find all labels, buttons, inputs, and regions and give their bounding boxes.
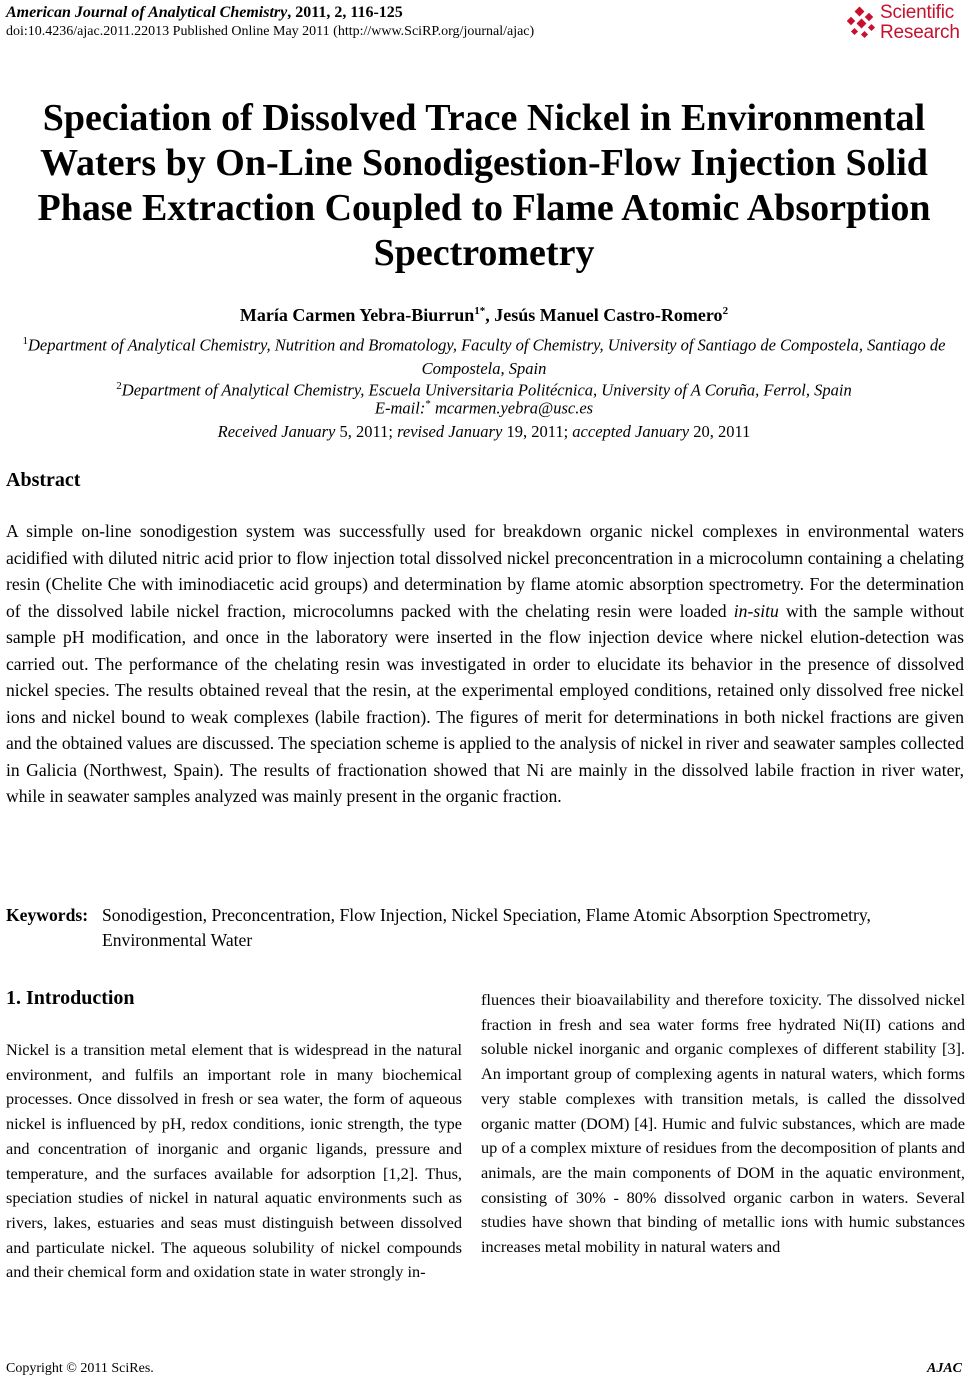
received-date: 5, 2011;	[335, 422, 398, 441]
keywords-label: Keywords:	[6, 905, 89, 925]
email-label: E-mail:	[374, 398, 426, 418]
publisher-logo	[844, 2, 964, 46]
author-2-marker: 2	[722, 305, 729, 317]
accepted-label: accepted January	[572, 422, 690, 441]
affiliation-1-text: Department of Analytical Chemistry, Nutrition and Bromatology, Faculty of Chemistry, University of Santiago de Compostela, Santiago de Compostela, Spain	[27, 335, 946, 378]
abstract-body	[6, 518, 964, 810]
abstract-text-2: with the sample without sample pH modification, and once in the laboratory were inserted in the flow injection device where nickel elution-detection was carried out. The performance of the chelating resin was investigated in order to elucidate its behavior in the presence of dissolved nickel species. The results obtained reveal that the resin, at the experimental employed conditions, retained only dissolved free nickel ions and nickel bound to weak complexes (labile fraction). The figures of merit for determinations in both nickel fractions are given and the obtained values are discussed. The speciation scheme is applied to the analysis of nickel in river and seawater samples collected in Galicia (Northwest, Spain). The results of fractionation showed that Ni are mainly in the dissolved labile fraction in river water, while in seawater samples analyzed was mainly present in the organic fraction.	[6, 600, 964, 806]
revised-date: 19, 2011;	[502, 422, 573, 441]
accepted-date: 20, 2011	[689, 422, 751, 441]
abstract-heading: Abstract	[6, 469, 81, 491]
affiliation-1	[14, 330, 954, 380]
journal-header	[6, 4, 403, 22]
abstract-italic-term: in-situ	[733, 600, 779, 621]
author-2: Jesús Manuel Castro-Romero	[494, 305, 723, 325]
author-separator: ,	[485, 305, 495, 325]
intro-right-column: fluences their bioavailability and therefore toxicity. The dissolved nickel fraction in fresh and sea water forms free hydrated Ni(II) cations and soluble nickel inorganic and organic complexes of different stability [3]. An important group of complexing agents in natural waters, which forms very stable complexes with transition metals, is called the dissolved organic matter (DOM) [4]. Humic and fulvic substances, which are made up of a complex mixture of residues from the decomposition of plants and animals, are the main components of DOM in the aquatic environment, consisting of 30% - 80% dissolved organic carbon in waters. Several studies have shown that binding of metallic ions with humic substances increases metal mobility in natural waters and	[481, 990, 965, 1257]
footer-copyright: Copyright © 2011 SciRes.	[6, 1361, 154, 1376]
scirp-logo-icon	[844, 6, 880, 42]
keywords	[6, 903, 964, 953]
section-heading-introduction: 1. Introduction	[6, 987, 135, 1009]
author-1-marker: 1*	[474, 305, 486, 317]
intro-left-column: Nickel is a transition metal element that is widespread in the natural environment, and fulfils an important role in many biochemical processes. Once dissolved in fresh or sea water, the form of aqueous nickel is influenced by pH, redox conditions, ionic strength, the type and concentration of inorganic and organic ligands, pressure and temperature, and the surfaces available for adsorption [1,2]. Thus, speciation studies of nickel in natural aquatic environments such as rivers, lakes, estuaries and seas must distinguish between dissolved and particulate nickel. The aqueous solubility of nickel compounds and their chemical form and oxidation state in water strongly in-	[6, 1040, 462, 1282]
author-1: María Carmen Yebra-Biurrun	[239, 305, 475, 325]
affiliation-1-number: 1	[22, 335, 28, 347]
author-list	[0, 305, 968, 326]
affiliation-2-number: 2	[116, 380, 122, 392]
paper-title: Speciation of Dissolved Trace Nickel in Environmental Waters by On-Line Sonodigestion-Flow Injection Solid Phase Extraction Coupled to Flame Atomic Absorption Spectrometry	[37, 97, 931, 274]
doi-line: doi:10.4236/ajac.2011.22013 Published Online May 2011 (http://www.SciRP.org/journal/ajac)	[6, 24, 535, 39]
email-marker: *	[425, 398, 431, 410]
email-address[interactable]: mcarmen.yebra@usc.es	[430, 398, 594, 418]
publication-dates	[0, 422, 968, 442]
journal-issue: , 2011, 2, 116-125	[287, 4, 403, 21]
footer-journal-abbr: AJAC	[926, 1361, 962, 1376]
revised-label: revised January	[397, 422, 503, 441]
journal-name: American Journal of Analytical Chemistry	[6, 4, 288, 21]
logo-text-line2: Research	[880, 22, 960, 43]
logo-text-line1: Scientific	[880, 2, 955, 23]
keywords-text: Sonodigestion, Preconcentration, Flow Injection, Nickel Speciation, Flame Atomic Absorption Spectrometry, Environmental Water	[102, 905, 871, 950]
received-label: Received January	[217, 422, 336, 441]
email-line	[0, 398, 968, 419]
affiliation-2-text: Department of Analytical Chemistry, Escuela Universitaria Politécnica, University of A Coruña, Ferrol, Spain	[121, 380, 852, 400]
abstract-text-1: A simple on-line sonodigestion system was successfully used for breakdown organic nickel complexes in environmental waters acidified with diluted nitric acid prior to flow injection total dissolved nickel preconcentration in a microcolumn containing a chelating resin (Chelite Che with iminodiacetic acid groups) and determination by flame atomic absorption spectrometry. For the determination of the dissolved labile nickel fraction, microcolumns packed with the chelating resin were loaded	[6, 521, 964, 621]
